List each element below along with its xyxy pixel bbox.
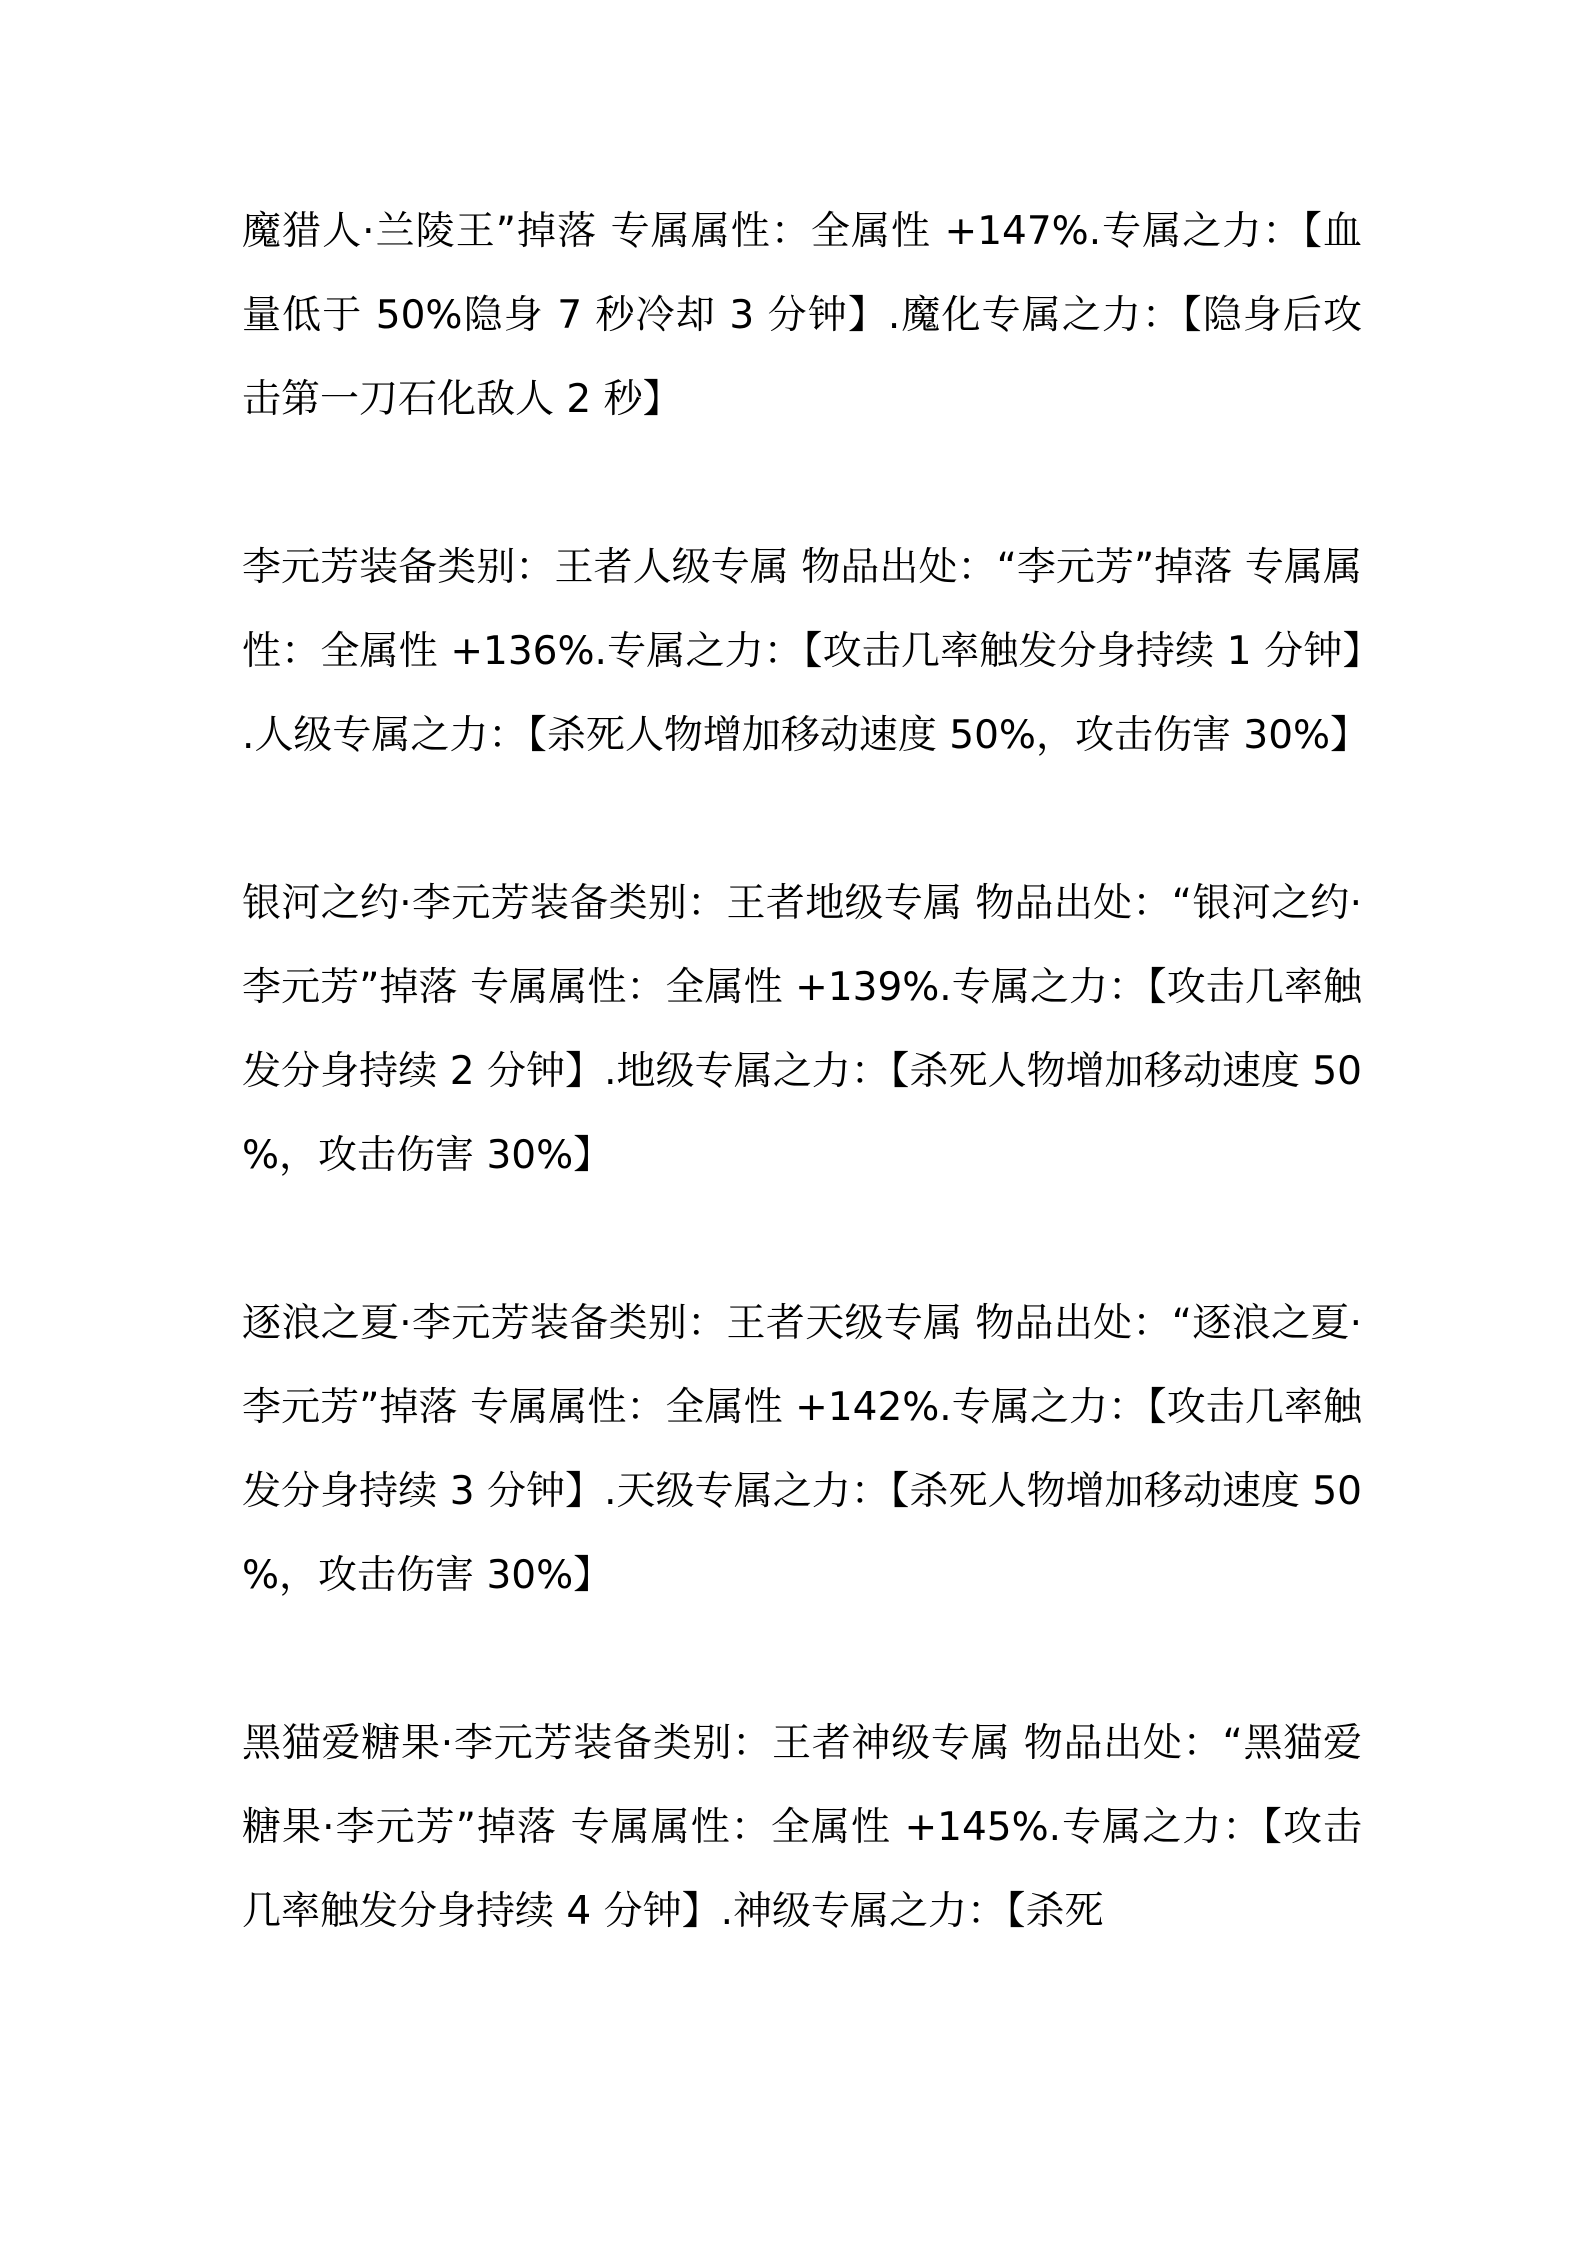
paragraph-lanlingwang: 魔猎人·兰陵王”掉落 专属属性：全属性 +147%.专属之力：【血量低于 50%隐身 7 秒冷却 3 分钟】.魔化专属之力：【隐身后攻击第一刀石化敌人 2 秒】 <box>242 209 1362 422</box>
document-body <box>242 190 1370 2038</box>
paragraph-liyuanfang-god: 黑猫爱糖果·李元芳装备类别：王者神级专属 物品出处：“黑猫爱糖果·李元芳”掉落 专属属性：全属性 +145%.专属之力：【攻击几率触发分身持续 4 分钟】.神级专属之力：【杀死 <box>242 1721 1362 1934</box>
paragraph-liyuanfang-earth: 银河之约·李元芳装备类别：王者地级专属 物品出处：“银河之约·李元芳”掉落 专属属性：全属性 +139%.专属之力：【攻击几率触发分身持续 2 分钟】.地级专属之力：【杀死人物增加移动速度 50%，攻击伤害 30%】 <box>242 881 1362 1178</box>
paragraph-liyuanfang-human: 李元芳装备类别：王者人级专属 物品出处：“李元芳”掉落 专属属性：全属性 +136%.专属之力：【攻击几率触发分身持续 1 分钟】.人级专属之力：【杀死人物增加移动速度 50%，攻击伤害 30%】 <box>242 545 1370 758</box>
paragraph-liyuanfang-heaven: 逐浪之夏·李元芳装备类别：王者天级专属 物品出处：“逐浪之夏·李元芳”掉落 专属属性：全属性 +142%.专属之力：【攻击几率触发分身持续 3 分钟】.天级专属之力：【杀死人物增加移动速度 50%，攻击伤害 30%】 <box>242 1301 1362 1598</box>
